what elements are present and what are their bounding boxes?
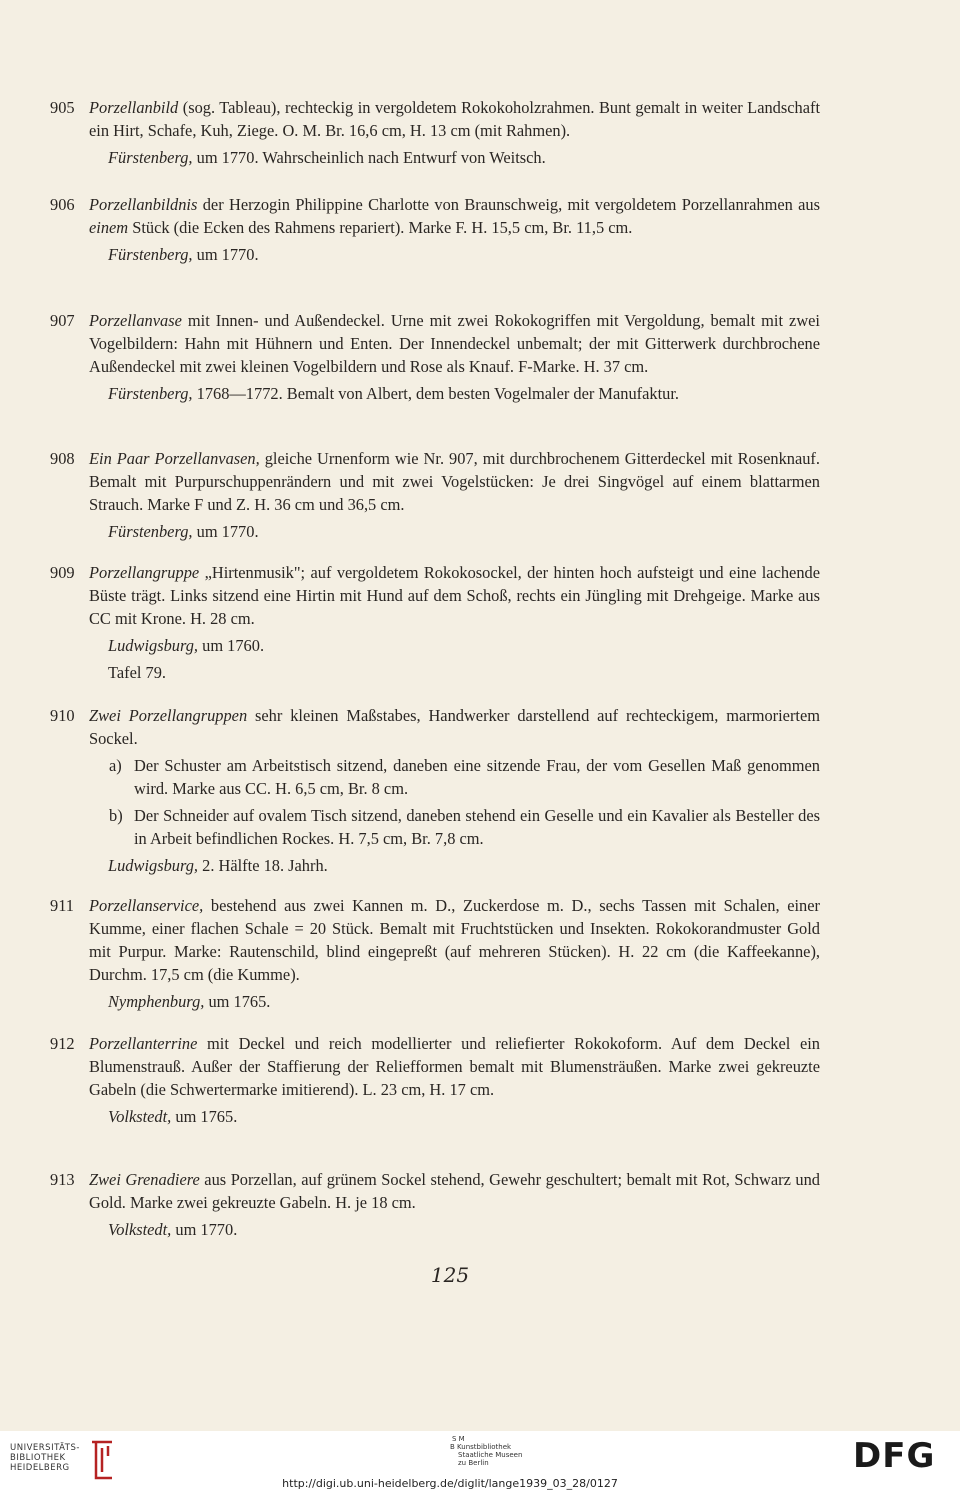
university-line: HEIDELBERG bbox=[10, 1463, 70, 1473]
entry-title: Ein Paar Porzellanvasen, bbox=[89, 449, 260, 468]
permalink-url[interactable]: http://digi.ub.uni-heidelberg.de/diglit/lange1939_03_28/0127 bbox=[282, 1477, 618, 1490]
entry-place: Ludwigsburg, bbox=[108, 636, 199, 655]
entry-provenance bbox=[108, 854, 820, 877]
entry-text: (sog. Tableau), rechteckig in vergoldetem Rokokoholzrahmen. Bunt gemalt in weiter Landschaft ein Hirt, Schafe, Kuh, Ziege. O. M. Br. 16,6 cm, H. 13 cm (mit Rahmen). bbox=[89, 98, 820, 140]
sub-item-label: a) bbox=[109, 756, 122, 775]
entry-date: um 1770. bbox=[171, 1220, 238, 1239]
entry-date: um 1760. bbox=[198, 636, 265, 655]
entry-number: 905 bbox=[50, 98, 75, 117]
entry-text: der Herzogin Philippine Charlotte von Braunschweig, mit vergoldetem Porzellanrahmen aus bbox=[197, 195, 820, 214]
entry-title: Zwei Grenadiere bbox=[89, 1170, 200, 1189]
entry-place: Nymphenburg, bbox=[108, 992, 205, 1011]
entry-date: um 1765. bbox=[171, 1107, 238, 1126]
entry-provenance bbox=[108, 146, 820, 169]
museum-line: B Kunstbibliothek bbox=[450, 1443, 512, 1451]
entry-description bbox=[89, 1032, 820, 1101]
entry-number: 907 bbox=[50, 311, 75, 330]
catalog-entry-912 bbox=[50, 1032, 820, 1128]
entry-text: aus Porzellan, auf grünem Sockel stehend, Gewehr geschultert; bemalt mit Rot, Schwarz und Gold. Marke zwei gekreuzte Gabeln. H. je 18 cm. bbox=[89, 1170, 820, 1212]
entry-title: Porzellanservice, bbox=[89, 896, 204, 915]
sub-item-a bbox=[109, 754, 820, 800]
entry-title: Zwei Porzellangruppen bbox=[89, 706, 248, 725]
university-line: BIBLIOTHEK bbox=[10, 1453, 66, 1463]
entry-text: mit Innen- und Außendeckel. Urne mit zwei Rokokogriffen mit Vergoldung, bemalt mit zwei Vogelbildern: Hahn mit Hühnern und Enten. Der Innendeckel unbemalt; der mit Gitterwerk durchbrochene Außendeckel mit zwei kleinen Vogelbildern und Rose als Knauf. F-Marke. H. 37 cm. bbox=[89, 311, 820, 376]
entry-provenance bbox=[108, 520, 820, 543]
entry-number: 906 bbox=[50, 195, 75, 214]
entry-description bbox=[89, 1168, 820, 1214]
sub-item-label: b) bbox=[109, 806, 123, 825]
entry-text: „Hirtenmusik"; auf vergoldetem Rokokosockel, der hinten hoch aufsteigt und eine lachende Büste trägt. Links sitzend eine Hirtin mit Hund auf dem Schoß, rechts ein Jüngling mit Drehgeige. Marke aus CC mit Krone. H. 28 cm. bbox=[89, 563, 820, 628]
entry-date: um 1770. Wahrscheinlich nach Entwurf von Weitsch. bbox=[192, 148, 546, 167]
entry-text: bestehend aus zwei Kannen m. D., Zuckerdose m. D., sechs Tassen mit Schalen, einer Kumme, einer flachen Schale = 20 Stück. Bemalt mit Fruchtstücken und Insekten. Rokokorandmuster Gold mit Purpur. Marke: Rautenschild, blind eingepreßt (auf mehreren Stücken). H. 22 cm (die Kaffeekanne), Durchm. 17,5 cm (die Kumme). bbox=[89, 896, 820, 984]
entry-place: Fürstenberg, bbox=[108, 384, 193, 403]
entry-date: um 1765. bbox=[204, 992, 271, 1011]
entry-description bbox=[89, 894, 820, 986]
entry-provenance bbox=[108, 990, 820, 1013]
catalog-entry-906 bbox=[50, 193, 820, 266]
sub-item-text: Der Schneider auf ovalem Tisch sitzend, daneben stehend ein Geselle und ein Kavalier als Besteller des in Arbeit befindlichen Rockes. H. 7,5 cm, Br. 7,8 cm. bbox=[134, 806, 820, 848]
entry-place: Fürstenberg, bbox=[108, 245, 193, 264]
museum-label[interactable] bbox=[450, 1435, 522, 1467]
university-logo-icon[interactable] bbox=[88, 1438, 116, 1482]
entry-number: 908 bbox=[50, 449, 75, 468]
entry-place: Fürstenberg, bbox=[108, 522, 193, 541]
entry-description bbox=[89, 309, 820, 378]
entry-number: 909 bbox=[50, 563, 75, 582]
entry-description bbox=[89, 704, 820, 750]
entry-date: um 1770. bbox=[192, 245, 259, 264]
entry-provenance bbox=[108, 243, 820, 266]
catalog-entry-905 bbox=[50, 96, 820, 169]
entry-date: 1768—1772. Bemalt von Albert, dem besten Vogelmaler der Manufaktur. bbox=[192, 384, 679, 403]
catalog-entry-907 bbox=[50, 309, 820, 405]
entry-number: 913 bbox=[50, 1170, 75, 1189]
entry-place: Volkstedt, bbox=[108, 1220, 172, 1239]
entry-text: sehr kleinen Maßstabes, Handwerker darstellend auf rechteckigem, marmoriertem Sockel. bbox=[89, 706, 820, 748]
entry-title: Porzellanbildnis bbox=[89, 195, 198, 214]
entry-provenance bbox=[108, 634, 820, 657]
entry-place: Fürstenberg, bbox=[108, 148, 193, 167]
museum-line: Staatliche Museen bbox=[458, 1451, 523, 1459]
entry-title: Porzellanterrine bbox=[89, 1034, 198, 1053]
catalog-entry-911 bbox=[50, 894, 820, 1013]
entry-place: Ludwigsburg, bbox=[108, 856, 199, 875]
entry-number: 910 bbox=[50, 706, 75, 725]
entry-text: mit Deckel und reich modellierter und reliefierter Rokokoform. Auf dem Deckel ein Blumenstrauß. Außer der Staffierung der Reliefformen bemalt mit Blumensträußen. Marke zwei gekreuzte Gabeln (die Schwertermarke imitierend). L. 23 cm, H. 17 cm. bbox=[89, 1034, 820, 1099]
entry-description bbox=[89, 96, 820, 142]
entry-description bbox=[89, 193, 820, 239]
entry-title: Porzellangruppe bbox=[89, 563, 200, 582]
catalog-entry-908 bbox=[50, 447, 820, 543]
entry-title: Porzellanvase bbox=[89, 311, 182, 330]
dfg-logo[interactable]: DFG bbox=[853, 1436, 936, 1476]
page-number: 125 bbox=[430, 1263, 470, 1287]
entry-provenance bbox=[108, 382, 820, 405]
museum-line: zu Berlin bbox=[458, 1459, 489, 1467]
entry-description bbox=[89, 561, 820, 630]
sub-item-text: Der Schuster am Arbeitstisch sitzend, daneben eine sitzende Frau, der vom Gesellen Maß genommen wird. Marke aus CC. H. 6,5 cm, Br. 8 cm. bbox=[134, 756, 820, 798]
entry-title: Porzellanbild bbox=[89, 98, 179, 117]
entry-date: um 1770. bbox=[192, 522, 259, 541]
viewer-footer bbox=[0, 1431, 960, 1491]
university-line: UNIVERSITÄTS- bbox=[10, 1443, 80, 1453]
entry-text: Stück (die Ecken des Rahmens repariert). Marke F. H. 15,5 cm, Br. 11,5 cm. bbox=[128, 218, 633, 237]
catalog-entry-913 bbox=[50, 1168, 820, 1241]
entry-text: gleiche Urnenform wie Nr. 907, mit durchbrochenem Gitterdeckel mit Rosenknauf. Bemalt mit Purpurschuppenrändern und mit zwei Vogelstücken: Je drei Singvögel auf einem blattarmen Strauch. Marke F und Z. H. 36 cm und 36,5 cm. bbox=[89, 449, 820, 514]
entry-number: 912 bbox=[50, 1034, 75, 1053]
plate-reference: Tafel 79. bbox=[108, 663, 167, 682]
entry-number: 911 bbox=[50, 896, 74, 915]
catalog-entry-909 bbox=[50, 561, 820, 684]
entry-emphasis: einem bbox=[89, 218, 129, 237]
entry-date: 2. Hälfte 18. Jahrh. bbox=[198, 856, 328, 875]
catalog-entry-910 bbox=[50, 704, 820, 877]
museum-line: S M bbox=[452, 1435, 465, 1443]
entry-description bbox=[89, 447, 820, 516]
sub-item-b bbox=[109, 804, 820, 850]
entry-provenance bbox=[108, 1105, 820, 1128]
entry-place: Volkstedt, bbox=[108, 1107, 172, 1126]
university-library-label[interactable] bbox=[10, 1443, 80, 1473]
entry-provenance bbox=[108, 1218, 820, 1241]
